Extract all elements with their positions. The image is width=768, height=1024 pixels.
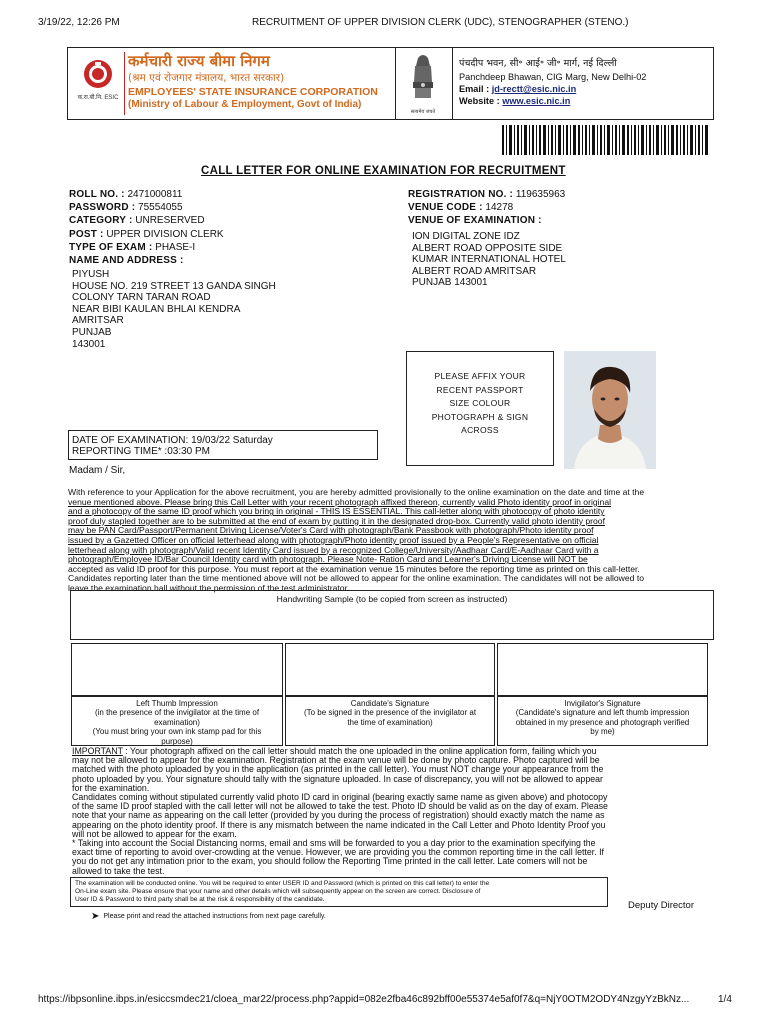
photo-instruction: ACROSS	[461, 425, 499, 436]
important-line: will not be allowed to appear for the exam.	[72, 828, 237, 839]
photo-instruction: RECENT PASSPORT	[436, 384, 524, 395]
category-value: UNRESERVED	[135, 215, 205, 227]
invigilator-signature-area	[497, 643, 708, 696]
photo-affix-box	[406, 351, 554, 466]
address-line: HOUSE NO. 219 STREET 13 GANDA SINGH	[72, 280, 276, 292]
important-label: IMPORTANT	[72, 746, 123, 756]
salutation: Madam / Sir,	[69, 465, 126, 476]
intro-line: letterhead along with photograph/Valid recent Identity Card issued by a recognized College/University/Aadhaar Card/E-Aadhaar Card with a	[68, 544, 599, 555]
intro-line: Candidates reporting later than the time mentioned above will not be allowed to appear for the online examination. The candidates will not be allowed to	[68, 573, 644, 584]
print-note-text: Please print and read the attached instructions from next page carefully.	[103, 913, 326, 920]
address-line: PUNJAB	[72, 326, 112, 338]
email-row	[459, 84, 576, 94]
lion-capital-icon	[410, 52, 436, 104]
esic-logo	[76, 58, 120, 106]
intro-line: photograph/Employee ID/Bar Council Identity card with photograph. Please Note- Ration Card and Learner's Driving License will NOT be	[68, 554, 588, 565]
reporting-time: REPORTING TIME* :03:30 PM	[72, 446, 211, 458]
page-count: 1/4	[718, 994, 732, 1005]
important-line: matched with the photo uploaded by you in the application (as printed in the call letter). You must NOT change your appearance from the	[72, 764, 604, 775]
password-label: PASSWORD :	[69, 202, 136, 214]
note-line: User ID & Password to third party shall be at the risk & responsibility of the candidate.	[75, 896, 325, 904]
important-text: : Your photograph affixed on the call letter should match the one uploaded in the online application form, failing which you	[125, 746, 597, 756]
print-url[interactable]: https://ibpsonline.ibps.in/esiccsmdec21/cloea_mar22/process.php?appid=082e2fba46c892bff00e55374e5af0f7&q=NjY0OTM2ODY4NzgyYzBkNz...	[38, 994, 690, 1005]
venue-line: KUMAR INTERNATIONAL HOTEL	[412, 254, 566, 266]
candidate-name-address	[72, 269, 276, 350]
intro-line: proof duly stapled together are to be submitted at the end of exam by putting it in the designated drop-box. Currently valid photo identity proof	[68, 515, 605, 526]
handwriting-label: Handwriting Sample (to be copied from screen as instructed)	[276, 594, 508, 604]
roll-row	[69, 188, 224, 201]
intro-paragraph	[68, 488, 716, 594]
print-page-title: RECRUITMENT OF UPPER DIVISION CLERK (UDC), STENOGRAPHER (STENO.)	[252, 17, 629, 28]
invigilator-signature-title: Invigilator's Signature	[564, 699, 641, 708]
exam-schedule-box	[68, 430, 378, 460]
national-emblem	[408, 52, 438, 114]
intro-line: venue mentioned above. Please bring this Call Letter with your recent photograph affixed thereon, currently valid Photo identity proof in original	[68, 496, 612, 507]
candidate-details-right	[408, 188, 565, 228]
candidate-signature-note: (To be signed in the presence of the invigilator at	[303, 708, 477, 718]
important-line: appearing on the photo identity proof. If there is any mismatch between the name indicated in the Call Letter and Photo Identity Proof you	[72, 819, 606, 830]
photo-instruction: SIZE COLOUR	[449, 398, 511, 409]
candidate-name: PIYUSH	[72, 269, 110, 280]
address-english: Panchdeep Bhawan, CIG Marg, New Delhi-02	[459, 72, 647, 82]
important-line: of the same ID proof stapled with the call letter will not be allowed to take the test. Photo ID should be valid as on the day of exam. Please	[72, 801, 608, 812]
post-row	[69, 228, 224, 241]
barcode	[502, 125, 710, 155]
thumb-note: (in the presence of the invigilator at the time of	[94, 708, 260, 718]
venue-line: ALBERT ROAD AMRITSAR	[412, 265, 537, 277]
email-label: Email :	[459, 84, 490, 94]
venue-code-value: 14278	[485, 202, 514, 214]
invigilator-note: obtained in my presence and photograph verified	[515, 717, 690, 727]
exam-date: DATE OF EXAMINATION: 19/03/22 Saturday	[72, 435, 273, 446]
candidate-signature-caption	[285, 696, 495, 746]
pointing-hand-icon: ➤	[91, 911, 100, 922]
photo-instruction: PLEASE AFFIX YOUR	[434, 371, 526, 381]
venue-line: ION DIGITAL ZONE IDZ	[412, 231, 520, 242]
email-link[interactable]: jd-rectt@esic.nic.in	[491, 84, 577, 94]
ministry-hindi: (श्रम एवं रोजगार मंत्रालय, भारत सरकार)	[128, 72, 285, 84]
important-line: may not be allowed to appear for the examination. Registration at the exam venue will be done by photo capture. Photo captured will be	[72, 755, 600, 766]
venue-label: VENUE OF EXAMINATION :	[408, 215, 542, 227]
person-photo-icon	[564, 351, 656, 469]
candidate-signature-title: Candidate's Signature	[350, 699, 430, 708]
candidate-signature-area	[285, 643, 495, 696]
esic-emblem-icon	[78, 58, 118, 90]
photo-instruction: PHOTOGRAPH & SIGN	[431, 411, 529, 422]
thumb-impression-caption	[71, 696, 283, 746]
org-name-english: EMPLOYEES' STATE INSURANCE CORPORATION	[128, 86, 378, 98]
intro-line: leave the examination hall without the permission of the test administrator.	[68, 582, 350, 593]
name-address-label: NAME AND ADDRESS :	[69, 255, 184, 267]
candidate-details-left	[69, 188, 224, 267]
venue-code-label: VENUE CODE :	[408, 202, 483, 214]
roll-label: ROLL NO. :	[69, 189, 125, 200]
online-exam-note-box	[70, 877, 608, 907]
candidate-signature-note: the time of examination)	[347, 717, 433, 727]
handwriting-sample-box	[70, 590, 714, 640]
important-line: note that your name as appearing on the call letter (provided by you during the process of registration) should exactly match the name as	[72, 810, 605, 821]
password-row	[69, 201, 224, 214]
post-label: POST :	[69, 228, 104, 240]
emblem-caption: सत्यमेव जयते	[410, 109, 436, 115]
thumb-title: Left Thumb Impression	[136, 699, 218, 708]
website-row	[459, 96, 570, 106]
invigilator-note: by me)	[590, 727, 615, 737]
print-datetime: 3/19/22, 12:26 PM	[38, 17, 120, 28]
important-line: you do not get any intimation prior to the exam, you should follow the Reporting Time printed in the call letter. Late comers will not be	[72, 856, 588, 867]
important-line: photo uploaded by you. Your signature should tally with the signature uploaded. In case of discrepancy, you will not be allowed to appear	[72, 773, 603, 784]
signatory-title: Deputy Director	[628, 900, 694, 911]
registration-row	[408, 188, 565, 201]
important-paragraph	[72, 747, 702, 876]
registration-label: REGISTRATION NO. :	[408, 189, 514, 200]
exam-type-row	[69, 241, 224, 254]
thumb-impression-area	[71, 643, 283, 696]
intro-line: and a photocopy of the same ID proof which you bring in original - THIS IS ESSENTIAL. This call-letter along with photocopy of photo identity	[68, 506, 605, 517]
roll-value: 2471000811	[127, 189, 183, 200]
note-line: The examination will be conducted online. You will be required to enter USER ID and Password (which is printed on this call letter) to enter the	[75, 880, 490, 887]
note-line: On-Line exam site. Please ensure that your name and other details which will subsequently appear on the screen are correct. Disclosure of	[75, 888, 481, 896]
venue-code-row	[408, 201, 565, 214]
important-line: for the examination.	[72, 782, 150, 793]
invigilator-signature-caption	[497, 696, 708, 746]
candidate-photo	[564, 351, 656, 469]
venue-line: ALBERT ROAD OPPOSITE SIDE	[412, 242, 563, 254]
password-value: 75554055	[138, 202, 183, 214]
registration-value: 119635963	[515, 189, 566, 200]
address-line: COLONY TARN TARAN ROAD	[72, 292, 211, 304]
document-title: CALL LETTER FOR ONLINE EXAMINATION FOR RECRUITMENT	[201, 165, 566, 177]
thumb-note: (You must bring your own ink stamp pad for this	[92, 727, 262, 737]
letterhead	[67, 47, 714, 120]
intro-line: With reference to your Application for the above recruitment, you are hereby admitted provisionally to the online examination on the date and time at the	[68, 487, 645, 497]
category-row	[69, 214, 224, 227]
exam-type-value: PHASE-I	[155, 241, 196, 253]
intro-line: accepted as valid ID proof for this purpose. You must report at the examination venue 15 minutes before the reporting time as printed on this call-letter.	[68, 563, 640, 574]
category-label: CATEGORY :	[69, 215, 133, 227]
important-line: allowed to take the test.	[72, 865, 165, 876]
address-line: NEAR BIBI KAULAN BHLAI KENDRA	[72, 303, 241, 315]
important-line: exact time of reporting to avoid over-crowding at the venue. However, we are providing you the common reporting time in the call letter. If	[72, 847, 604, 858]
address-line: 143001	[72, 338, 106, 350]
address-line: AMRITSAR	[72, 315, 124, 327]
website-label: Website :	[459, 96, 500, 106]
exam-type-label: TYPE OF EXAM :	[69, 241, 153, 253]
important-line: Candidates coming without stipulated currently valid photo ID card in original (bearing exactly same name as given above) and photocopy	[72, 792, 608, 803]
ministry-english: (Ministry of Labour & Employment, Govt of India)	[128, 99, 362, 110]
important-line: * Taking into account the Social Distancing norms, email and sms will be forwarded to you a day prior to the examination specifying the	[72, 838, 596, 849]
print-note	[91, 911, 326, 922]
address-hindi: पंचदीप भवन, सी॰ आई॰ जी॰ मार्ग, नई दिल्ली	[459, 58, 617, 69]
venue-line: PUNJAB 143001	[412, 277, 488, 289]
thumb-note: examination)	[154, 717, 200, 727]
website-link[interactable]: www.esic.nic.in	[502, 96, 571, 106]
logo-caption: क.रा.बी.नि. ESIC	[77, 95, 119, 101]
thumb-note: purpose)	[161, 736, 193, 746]
invigilator-note: (Candidate's signature and left thumb impression	[515, 708, 690, 718]
intro-line: issued by a Gazetted Officer on official letterhead along with photograph/Photo identity proof issued by a People's Representative on official	[68, 534, 599, 545]
org-name-hindi: कर्मचारी राज्य बीमा निगम	[128, 52, 270, 70]
intro-line: may be PAN Card/Passport/Permanent Driving License/Voter's Card with photograph/Bank Passbook with photograph/Photo identity proof	[68, 525, 594, 536]
venue-address	[412, 231, 566, 289]
post-value: UPPER DIVISION CLERK	[106, 228, 224, 240]
